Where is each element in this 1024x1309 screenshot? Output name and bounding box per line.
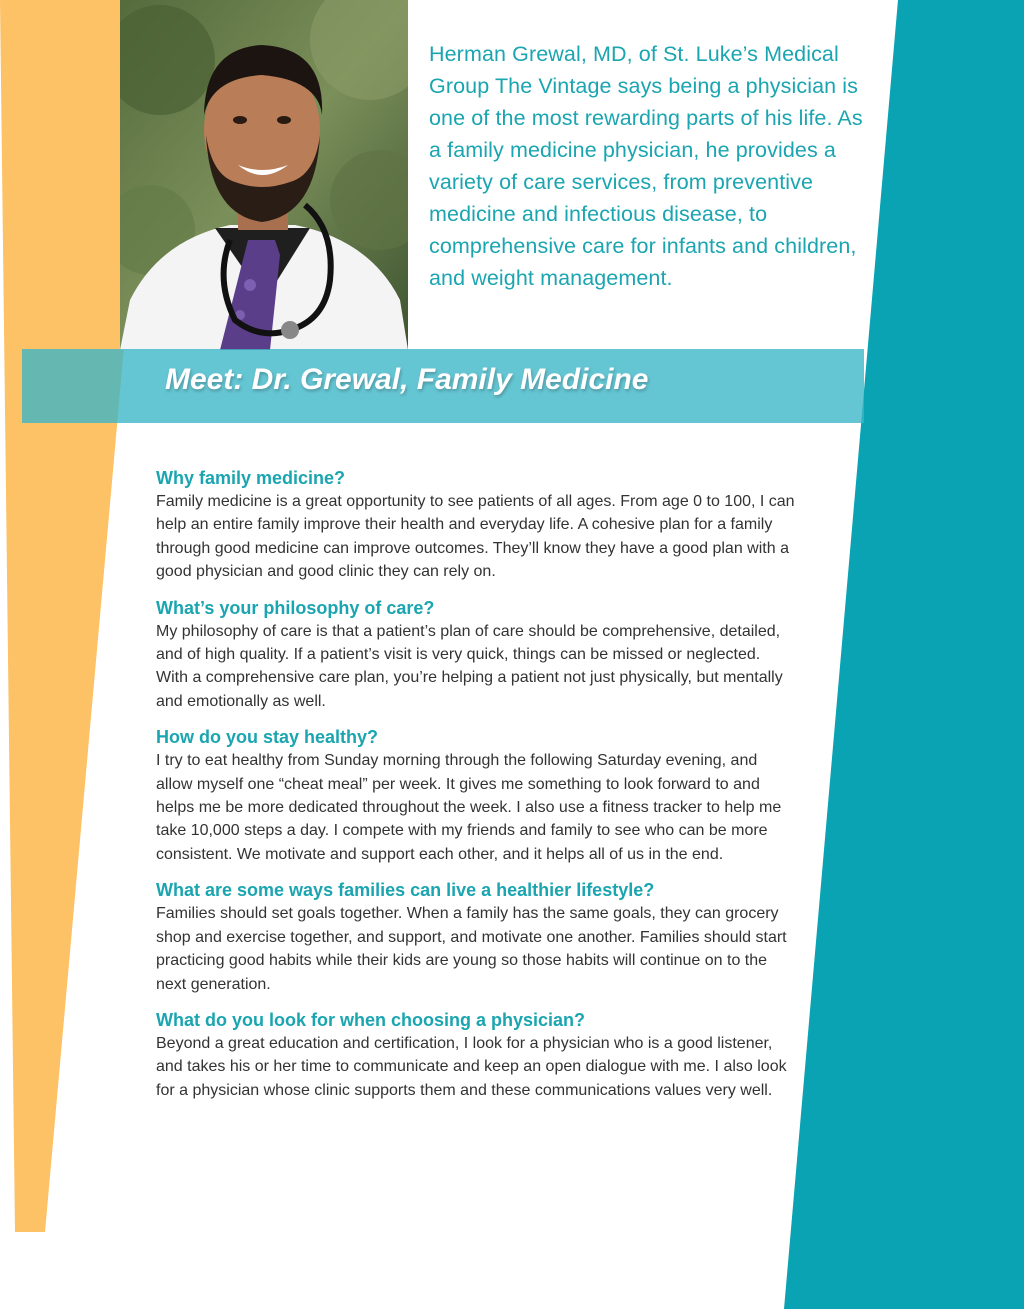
qa-item	[156, 878, 796, 996]
title-banner	[22, 349, 864, 423]
answer-text: I try to eat healthy from Sunday morning through the following Saturday evening, and allow myself one “cheat meal” per week. It gives me something to look forward to and helps me be more dedicated throughout the week. I also use a fitness tracker to help me take 10,000 steps a day. I compete with my friends and family to see who can be more consistent. We motivate and support each other, and it helps all of us in the end.	[156, 752, 782, 863]
qa-item	[156, 466, 796, 584]
qa-item	[156, 725, 796, 866]
answer-text: Beyond a great education and certification, I look for a physician who is a good listener, and takes his or her time to communicate and keep an open dialogue with me. I also look for a physician whose clinic supports them and these communications values very well.	[156, 1034, 787, 1099]
question-heading: Why family medicine?	[156, 468, 346, 488]
answer-text: Family medicine is a great opportunity to see patients of all ages. From age 0 to 100, I can help an entire family improve their health and everyday life. A cohesive plan for a family through good medicine can improve outcomes. They’ll know they have a good plan with a good physician and good clinic they can rely on.	[156, 493, 795, 581]
page-title: Meet: Dr. Grewal, Family Medicine	[165, 363, 649, 396]
qa-item	[156, 596, 796, 714]
doctor-photo	[120, 0, 408, 350]
qa-section	[156, 466, 796, 1114]
question-heading: What’s your philosophy of care?	[156, 597, 435, 618]
question-heading: What are some ways families can live a healthier lifestyle?	[156, 880, 655, 901]
answer-text: My philosophy of care is that a patient’s plan of care should be comprehensive, detailed, and of high quality. If a patient’s visit is very quick, things can be missed or neglected. With a comprehensive care plan, you’re helping a patient not just physically, but mentally and emotionally as well.	[156, 622, 783, 710]
question-heading: What do you look for when choosing a physician?	[156, 1009, 586, 1030]
intro-paragraph: Herman Grewal, MD, of St. Luke’s Medical Group The Vintage says being a physician is one of the most rewarding parts of his life. As a family medicine physician, he provides a variety of care services, from preventive medicine and infectious disease, to comprehensive care for infants and children, and weight management.	[429, 42, 863, 290]
qa-item	[156, 1008, 796, 1102]
question-heading: How do you stay healthy?	[156, 727, 379, 748]
answer-text: Families should set goals together. When a family has the same goals, they can grocery shop and exercise together, and support, and motivate one another. Families should start practicing good habits while their kids are young so those habits will continue on to the next generation.	[156, 905, 787, 993]
